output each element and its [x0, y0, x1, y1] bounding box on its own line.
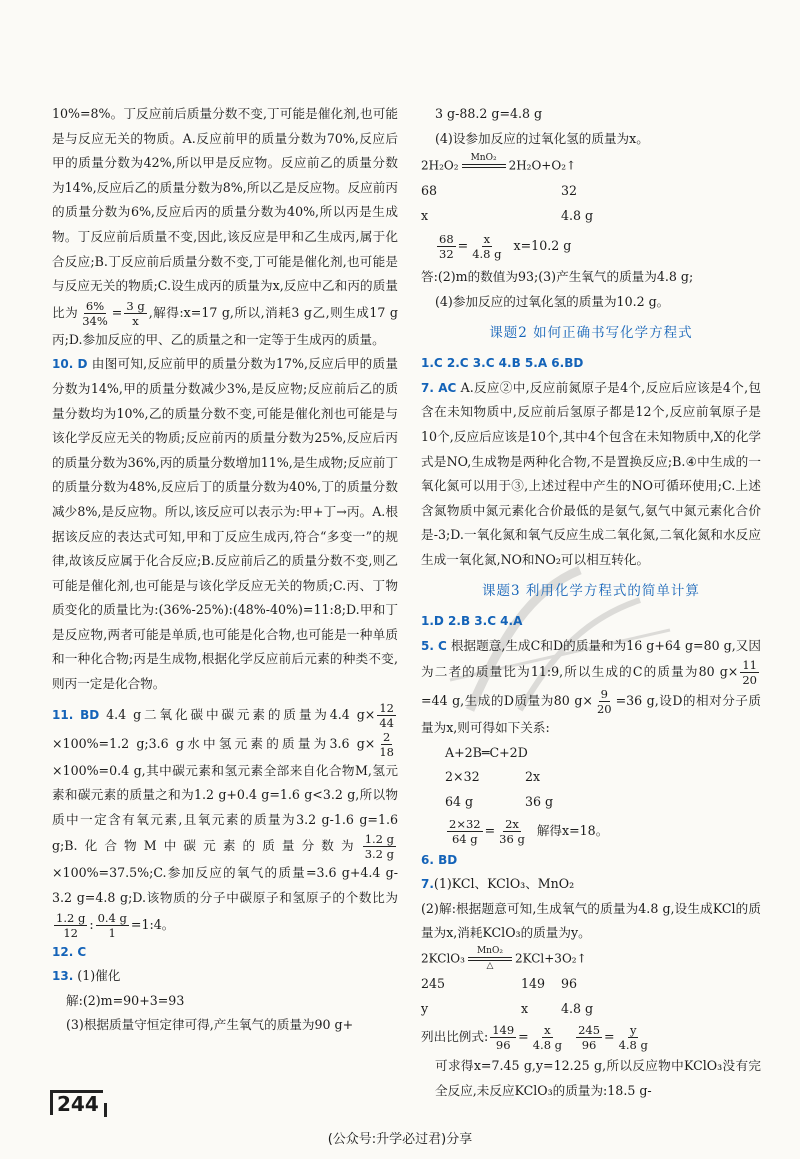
section2-answers: 1.C 2.C 3.C 4.B 5.A 6.BD: [421, 356, 584, 371]
question-13-part3: (3)根据质量守恒定律可得,产生氧气的质量为90 g+: [66, 1017, 354, 1033]
question-13-part2: 解:(2)m=90+3=93: [66, 992, 185, 1008]
answer-line: (4)设参加反应的过氧化氢的质量为x。: [435, 130, 649, 146]
question-13: 13. (1)催化: [52, 968, 121, 984]
equation-row: 2×32 2x: [445, 769, 541, 785]
equation-kclo3: 2KClO₃ MnO₂ △ 2KCl+3O₂↑: [421, 946, 587, 972]
proportion: $\frac{68}{32}$ = $\frac{x}{4.8 g}$ x=10.2 g: [439, 232, 572, 262]
equation-row: 68 32: [421, 183, 578, 199]
fraction: $\frac{6\%}{34\%}$: [82, 298, 108, 328]
footer-credit: (公众号:升学必过君)分享: [327, 1132, 473, 1147]
left-column: [52, 102, 398, 1038]
question-11: 11. BD 4.4 g二氧化碳中碳元素的质量为4.4 g× $\frac{12}{44}$ ×100%=1.2 g;3.6 g水中氢元素的质量为3.6 g× $\frac{2}{18}$ ×100%=0.4 g,其中碳元素和氢元素全部来自化合物M,氢元素和碳元素的质量之和为1.2 g+0.4 g=1.6 g<3.2 g,所以物质中一定含有氧元素,且氧元素的质量为3.2 g-1.6 g=1.6 g;B.化合物M中碳元素的质量分数为 $\frac{1.2 g}{3.2 g}$ ×100%=37.5%;C.参加反应的氧气的质量=3.6 g+4.4 g-3.2 g=4.8 g;D.该物质的分子中碳原子和氢原子的个数比为 $\frac{1.2 g}{12}$ : $\frac{0.4 g}{1}$ =1:4。: [52, 700, 398, 940]
section3-answers: 1.D 2.B 3.C 4.A: [421, 614, 523, 629]
answer-line: 3 g-88.2 g=4.8 g: [435, 106, 543, 121]
section3-question-7-part2: (2)解:根据题意可知,生成氧气的质量为4.8 g,设生成KCl的质量为x,消耗KClO₃的质量为y。: [421, 900, 761, 941]
section-heading-2: 课题2 如何正确书写化学方程式: [489, 324, 693, 341]
section3-question-6: 6. BD: [421, 852, 458, 867]
proportion: $\frac{2\times 32}{64 g}$ = $\frac{2x}{36 g}$ 解得x=18。: [449, 816, 609, 846]
equation-row: 64 g 36 g: [445, 794, 554, 810]
equation-row: 245 149 96: [421, 976, 578, 992]
section-heading-3: 课题3 利用化学方程式的简单计算: [482, 582, 700, 599]
paragraph-q9-continued: 10%=8%。丁反应前后质量分数不变,丁可能是催化剂,也可能是与反应无关的物质。A.反应前甲的质量分数为70%,反应后甲的质量分数为42%,所以甲是反应物。反应前乙的质量分数为14%,反应后乙的质量分数为8%,所以乙是反应物。反应前丙的质量分数为6%,反应后丙的质量分数为40%,所以丙是生成物。丁反应前后质量不变,因此,该反应是甲和乙生成丙,属于化合反应;B.丁反应前后质量分数不变,丁可能是催化剂,也可能是与反应无关的物质;C.设生成丙的质量为x,反应中乙和丙的质量比为 $\frac{6\%}{34\%}$ = $\frac{3 g}{x}$ ,解得:x=17 g,所以,消耗3 g乙,则生成17 g丙;D.参加反应的甲、乙的质量之和一定等于生成丙的质量。: [52, 106, 398, 347]
answer-summary: 答:(2)m的数值为93;(3)产生氧气的质量为4.8 g;: [421, 269, 694, 285]
answer-summary: (4)参加反应的过氧化氢的质量为10.2 g。: [435, 293, 670, 309]
equation-h2o2: 2H₂O₂ MnO₂ 2H₂O+O₂↑: [421, 153, 577, 173]
ratio-line: 列出比例式: $\frac{149}{96}$ = $\frac{x}{4.8 g}$ $\frac{245}{96}$ = $\frac{y}{4.8 g}$: [421, 1023, 648, 1053]
equation-abcd: A+2B═C+2D: [445, 744, 528, 760]
section3-question-5: 5. C 根据题意,生成C和D的质量和为16 g+64 g=80 g,又因为二者的质量比为11:9,所以生成的C的质量为80 g× $\frac{11}{20}$ =44 g,生成的D质量为80 g× $\frac{9}{20}$ =36 g,设D的相对分子质量为x,则可得如下关系:: [421, 637, 761, 736]
fraction: $\frac{3 g}{x}$: [126, 298, 145, 328]
right-column: [421, 102, 761, 1103]
section2-question-7: 7. AC A.反应②中,反应前氮原子是4个,反应后应该是4个,包含在未知物质中,反应前后氢原子都是12个,反应前氧原子是10个,反应后应该是10个,其中4个包含在未知物质中,X的化学式是NO,生成物是两种化合物,不是置换反应;B.④中生成的一氧化氮可以用于③,上述过程中产生的NO可循环使用;C.上述含氮物质中氮元素化合价最低的是氨气,氨气中氮元素化合价是-3;D.一氧化氮和氧气反应生成二氧化氮,二氧化氮和水反应生成一氧化氮,NO和NO₂可以相互转化。: [421, 379, 761, 567]
equation-row: y x 4.8 g: [421, 1000, 594, 1016]
page-number: 244: [50, 1090, 103, 1115]
question-10: 10. D 由图可知,反应前甲的质量分数为17%,反应后甲的质量分数为14%,甲的质量分数减少3%,是反应物;反应前后乙的质量分数均为10%,乙的质量分数不变,可能是催化剂也可能是与该化学反应无关的物质;反应前丙的质量分数为25%,反应后丙的质量分数为36%,丙的质量分数增加11%,是生成物;反应前丁的质量分数为48%,反应后丁的质量分数为40%,丁的质量分数减少8%,是反应物。所以,该反应可以表示为:甲+丁→丙。A.根据该反应的表达式可知,甲和丁反应生成丙,符合“多变一”的规律,故该反应属于化合反应;B.反应前后乙的质量分数不变,则乙可能是催化剂,也可能是与该化学反应无关的物质;C.丙、丁物质变化的质量比为:(36%-25%):(48%-40%)=11:8;D.甲和丁是反应物,两者可能是单质,也可能是化合物,也可能是一种单质和一种化合物;丙是生成物,根据化学反应前后元素的种类不变,则丙一定是化合物。: [52, 356, 398, 692]
section3-question-7: 7.(1)KCl、KClO₃、MnO₂: [421, 876, 575, 892]
equation-row: x 4.8 g: [421, 207, 594, 223]
question-12: 12. C: [52, 944, 87, 959]
final-line: 可求得x=7.45 g,y=12.25 g,所以反应物中KClO₃没有完全反应,未反应KClO₃的质量为:18.5 g-: [435, 1058, 761, 1098]
